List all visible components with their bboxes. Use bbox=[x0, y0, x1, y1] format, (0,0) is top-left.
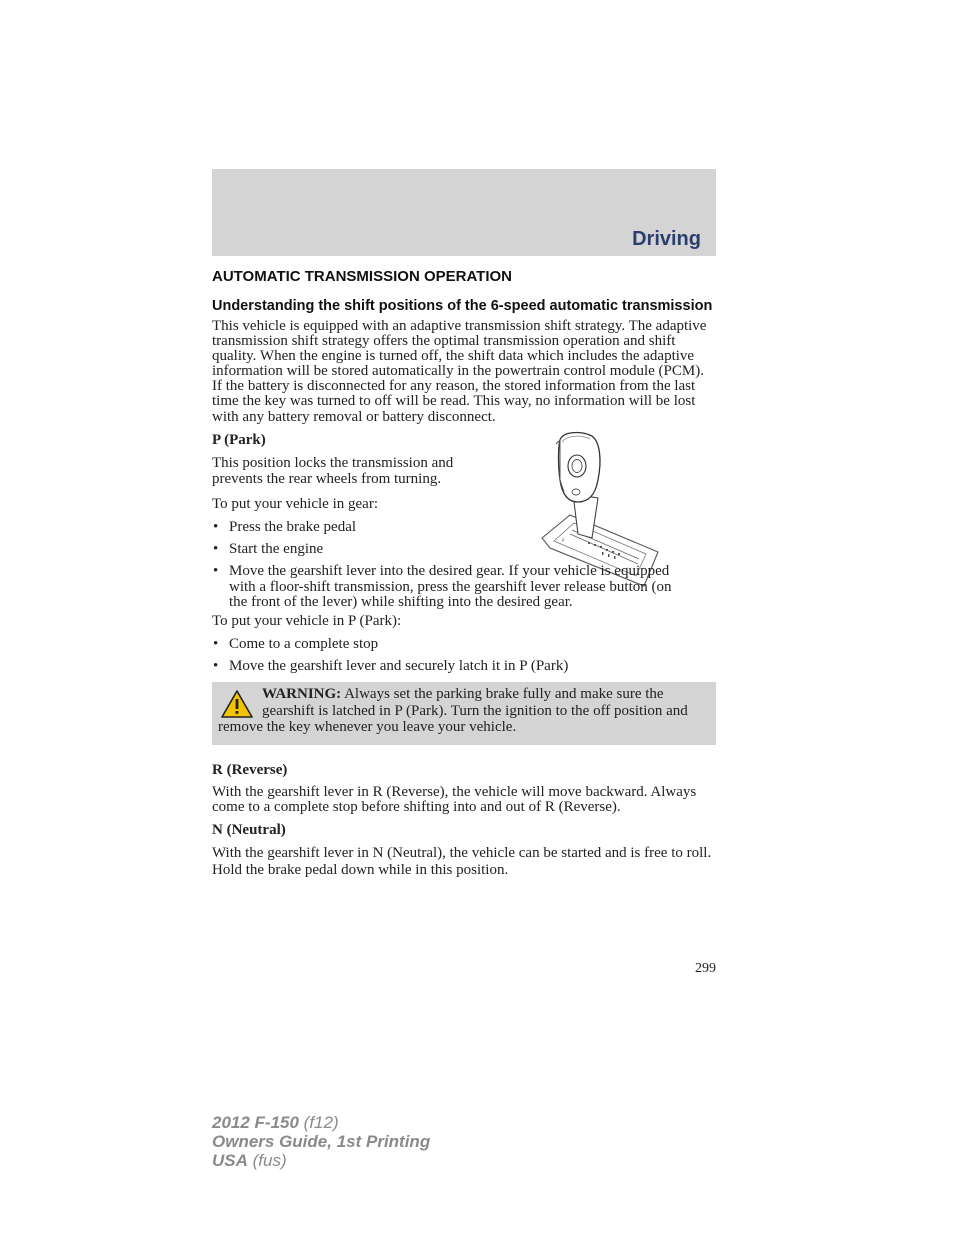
put-in-gear-list bbox=[212, 520, 716, 609]
list-item: • Come to a complete stop bbox=[213, 635, 379, 652]
warning-label: WARNING: bbox=[262, 686, 342, 702]
list-item: • Press the brake pedal bbox=[213, 519, 357, 536]
footer-line-1: 2012 F-150 (f12) bbox=[212, 1113, 339, 1132]
section-title: Driving bbox=[632, 228, 701, 250]
svg-text:P: P bbox=[562, 537, 565, 543]
list-item bbox=[212, 564, 691, 609]
intro-paragraph: This vehicle is equipped with an adaptive transmission shift strategy. The adaptive transmission shift strategy offers the optimal transmission operation and shift quality. When the engine is turned off, the shift data which includes the adaptive information will be stored automatically in the powertrain control module (PCM). If the battery is disconnected for any reason, the stored information from the last time the key was turned to off will be read. This way, no information will be lost with any battery removal or battery disconnect. bbox=[212, 318, 707, 425]
park-description: This position locks the transmission and prevents the rear wheels from turning. bbox=[212, 454, 454, 488]
section-header-band bbox=[212, 169, 716, 256]
reverse-title: R (Reverse) bbox=[212, 761, 288, 778]
bullet: • bbox=[213, 563, 219, 580]
bullet: • bbox=[213, 519, 219, 536]
shift-lever-instruction: Move the gearshift lever into the desired gear. If your vehicle is equipped with a floor-shift transmission, press the gearshift lever release button (on the front of the lever) while shifting into the desired gear. bbox=[229, 563, 672, 610]
list-item: • Start the engine bbox=[213, 541, 324, 558]
put-in-gear-intro: To put your vehicle in gear: bbox=[212, 495, 378, 512]
document-footer bbox=[212, 1113, 430, 1170]
bullet: • bbox=[213, 657, 219, 674]
neutral-title: N (Neutral) bbox=[212, 821, 286, 838]
sub-heading: Understanding the shift positions of the 6-speed automatic transmission bbox=[212, 298, 713, 314]
put-in-park-list bbox=[212, 637, 716, 674]
warning-triangle-icon bbox=[220, 689, 254, 719]
main-heading: AUTOMATIC TRANSMISSION OPERATION bbox=[212, 268, 512, 285]
park-title: P (Park) bbox=[212, 431, 266, 448]
bullet: • bbox=[213, 541, 219, 558]
page-content bbox=[212, 268, 716, 887]
park-section bbox=[212, 433, 716, 674]
neutral-text: With the gearshift lever in N (Neutral), the vehicle can be started and is free to roll. Hold the brake pedal down while in this position. bbox=[212, 844, 712, 878]
reverse-text: With the gearshift lever in R (Reverse), the vehicle will move backward. Always come to a complete stop before shifting into and out of R (Reverse). bbox=[212, 783, 697, 815]
warning-box bbox=[212, 682, 716, 745]
page-number: 299 bbox=[695, 961, 716, 976]
put-in-park-intro: To put your vehicle in P (Park): bbox=[212, 612, 402, 629]
footer-line-2: Owners Guide, 1st Printing bbox=[212, 1132, 431, 1151]
warning-text: Always set the parking brake fully and make sure the gearshift is latched in P (Park). Turn the ignition to the off position and remove the key whenever you leave your vehicle. bbox=[218, 686, 688, 735]
bullet: • bbox=[213, 635, 219, 652]
list-item: • Move the gearshift lever and securely latch it in P (Park) bbox=[213, 657, 569, 674]
footer-line-3: USA (fus) bbox=[212, 1151, 287, 1170]
